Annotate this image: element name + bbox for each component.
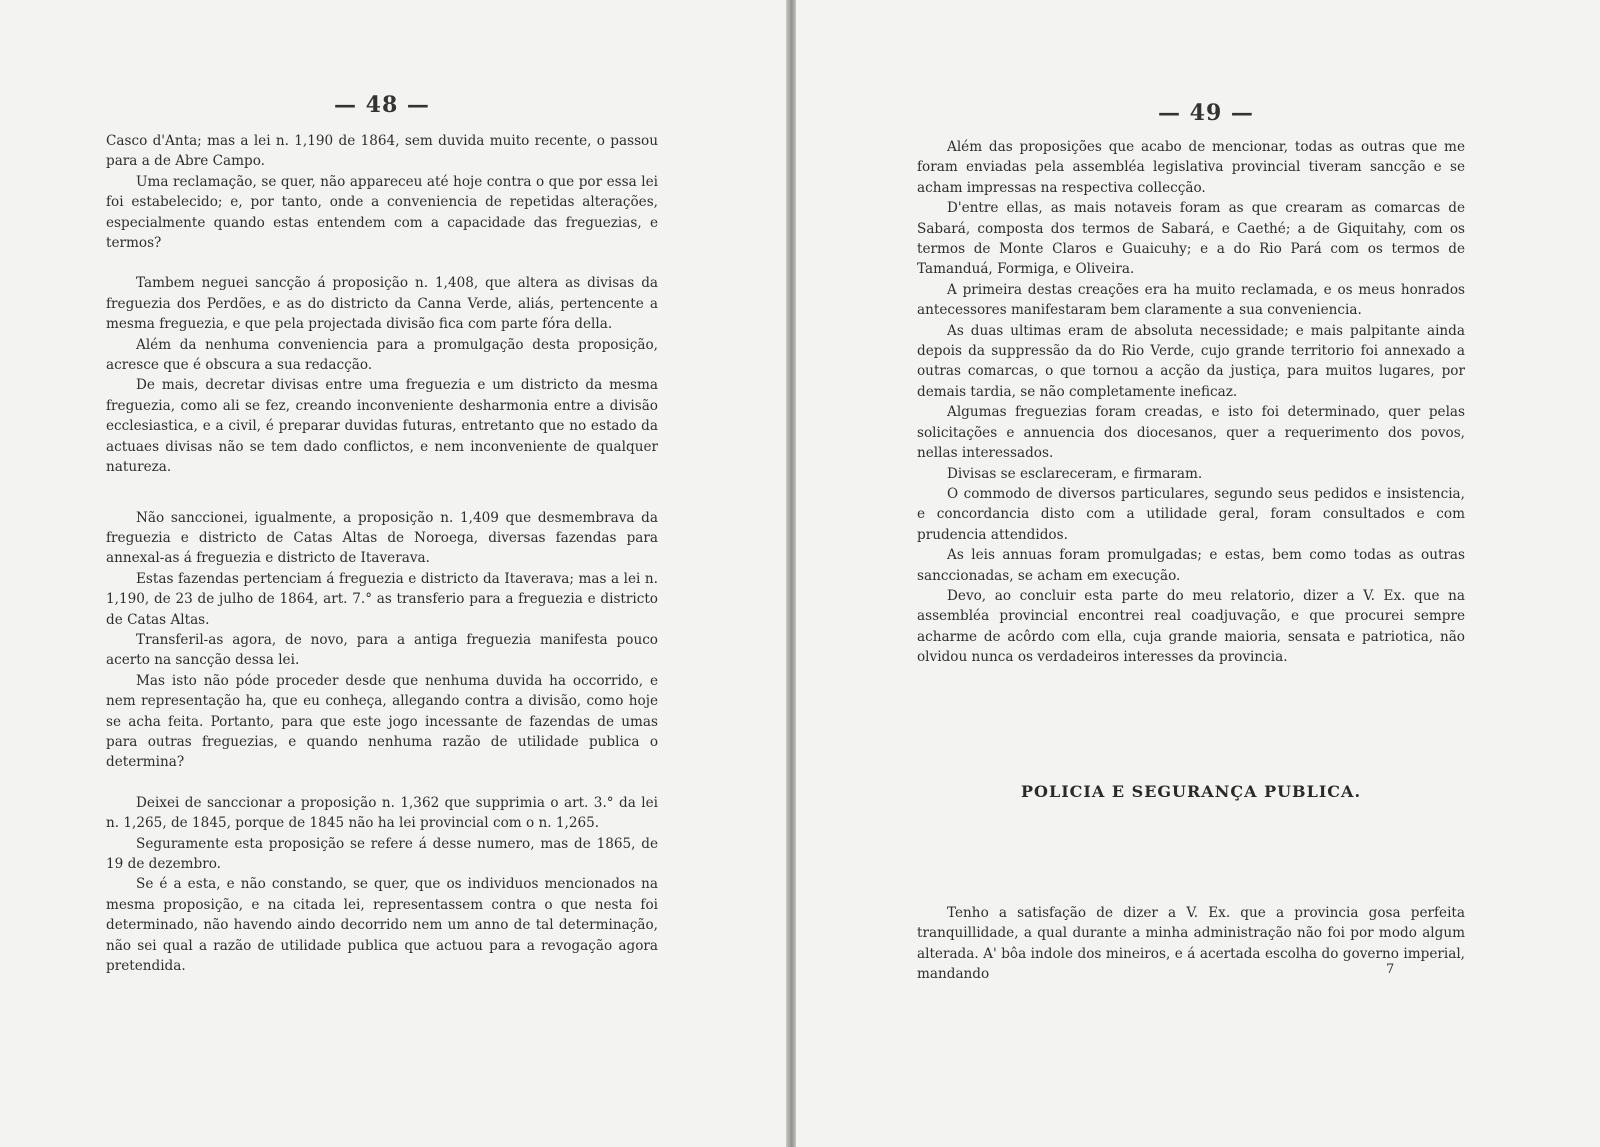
paragraph: Divisas se esclareceram, e firmaram.: [947, 465, 1203, 482]
paragraph: Tambem neguei sancção á proposição n. 1,408, que altera as divisas da freguezia dos Perdões, e as do districto da Canna Verde, aliás, pertencente a mesma freguezia, e que pela projectada divisão fica com parte fóra della.: [106, 275, 658, 333]
paragraph: Uma reclamação, se quer, não appareceu até hoje contra o que por essa lei foi estabelecido; e, por tanto, onde a conveniencia de repetidas alterações, especialmente quando estas entendem com a capacidade das freguezias, e termos?: [106, 173, 658, 252]
paragraph: De mais, decretar divisas entre uma freguezia e um districto da mesma freguezia, como ali se fez, creando inconveniente desharmonia entre a divisão ecclesiastica, e a civil, é preparar duvidas futuras, entretanto que no estado da actuaes divisas não se tem dado conflictos, e nem inconveniente de qualquer natureza.: [106, 377, 658, 476]
paragraph: Se é a esta, e não constando, se quer, que os individuos mencionados na mesma proposição, e na citada lei, representassem contra o que nesta foi determinado, não havendo aindo decorrido nem um anno de tal determinação, não sei qual a razão de utilidade publica que actuou para a revogação agora pretendida.: [106, 876, 658, 975]
signature-mark: 7: [1386, 962, 1395, 977]
paragraph: Transferil-as agora, de novo, para a antiga freguezia manifesta pouco acerto na sancção dessa lei.: [106, 631, 658, 669]
paragraph: D'entre ellas, as mais notaveis foram as que crearam as comarcas de Sabará, composta dos termos de Sabará, e Caethé; a de Giquitahy, com os termos de Monte Claros e Guaicuhy; e a do Rio Pará com os termos de Tamanduá, Formiga, e Oliveira.: [917, 200, 1465, 278]
section-heading: POLICIA E SEGURANÇA PUBLICA.: [1020, 782, 1362, 801]
paragraph: Além da nenhuma conveniencia para a promulgação desta proposição, acresce que é obscura a sua redacção.: [106, 336, 658, 374]
paragraph: As duas ultimas eram de absoluta necessidade; e mais palpitante ainda depois da suppressão da do Rio Verde, cujo grande territorio foi annexado a outras comarcas, o que tornou a acção da justiça, para muitos lugares, por demais tardia, se não completamente ineficaz.: [917, 322, 1465, 400]
page-number-49: — 49 —: [1158, 100, 1254, 126]
paragraph: Algumas freguezias foram creadas, e isto foi determinado, quer pelas solicitações e annuencia dos diocesanos, quer a requerimento dos povos, nellas interessados.: [917, 404, 1465, 462]
paragraph: Estas fazendas pertenciam á freguezia e districto da Itaverava; mas a lei n. 1,190, de 23 de julho de 1864, art. 7.° as transferio para a freguezia e districto de Catas Altas.: [106, 570, 658, 628]
paragraph: As leis annuas foram promulgadas; e estas, bem como todas as outras sanccionadas, se acham em execução.: [917, 547, 1465, 584]
paragraph: Casco d'Anta; mas a lei n. 1,190 de 1864, sem duvida muito recente, o passou para a de Abre Campo.: [106, 133, 658, 170]
paragraph: Seguramente esta proposição se refere á desse numero, mas de 1865, de 19 de dezembro.: [106, 835, 658, 872]
left-page-body: [106, 131, 658, 976]
paragraph: Deixei de sanccionar a proposição n. 1,362 que supprimia o art. 3.° da lei n. 1,265, de 1845, porque de 1845 não ha lei provincial com o n. 1,265.: [106, 794, 658, 832]
page-number-48: — 48 —: [334, 92, 430, 118]
paragraph: Não sanccionei, igualmente, a proposição n. 1,409 que desmembrava da freguezia e districto de Catas Altas de Noroega, diversas fazendas para annexal-as á freguezia e districto de Itaverava.: [106, 509, 658, 567]
paragraph: Devo, ao concluir esta parte do meu relatorio, dizer a V. Ex. que na assembléa provincial encontrei real coadjuvação, e que procurei sempre acharme de acôrdo com ella, cuja grande maioria, sensata e patriotica, não olvidou nunca os verdadeiros interesses da provincia.: [917, 587, 1465, 666]
right-page-body: [917, 137, 1465, 668]
paragraph: Mas isto não póde proceder desde que nenhuma duvida ha occorrido, e nem representação ha, que eu conheça, allegando contra a divisão, como hoje se acha feita. Portanto, para que este jogo incessante de fazendas de umas para outras freguezias, e quando nenhuma razão de utilidade publica o determina?: [106, 672, 658, 771]
left-page: [0, 0, 786, 1147]
paragraph: Tenho a satisfação de dizer a V. Ex. que a provincia gosa perfeita tranquillidade, a qual durante a minha administração não foi por modo algum alterada. A' bôa indole dos mineiros, e á acertada escolha do governo imperial, mandando: [917, 905, 1465, 983]
paragraph: O commodo de diversos particulares, segundo seus pedidos e insistencia, e concordancia disto com a utilidade geral, foram consultados e com prudencia attendidos.: [917, 485, 1465, 543]
paragraph: A primeira destas creações era ha muito reclamada, e os meus honrados antecessores manifestaram bem claramente a sua conveniencia.: [917, 281, 1465, 319]
section-body: [917, 903, 1465, 985]
paragraph: Além das proposições que acabo de mencionar, todas as outras que me foram enviadas pela assembléa legislativa provincial tiveram sancção e se acham impressas na respectiva collecção.: [917, 139, 1465, 196]
book-gutter: [786, 0, 796, 1147]
right-page: [796, 0, 1600, 1147]
